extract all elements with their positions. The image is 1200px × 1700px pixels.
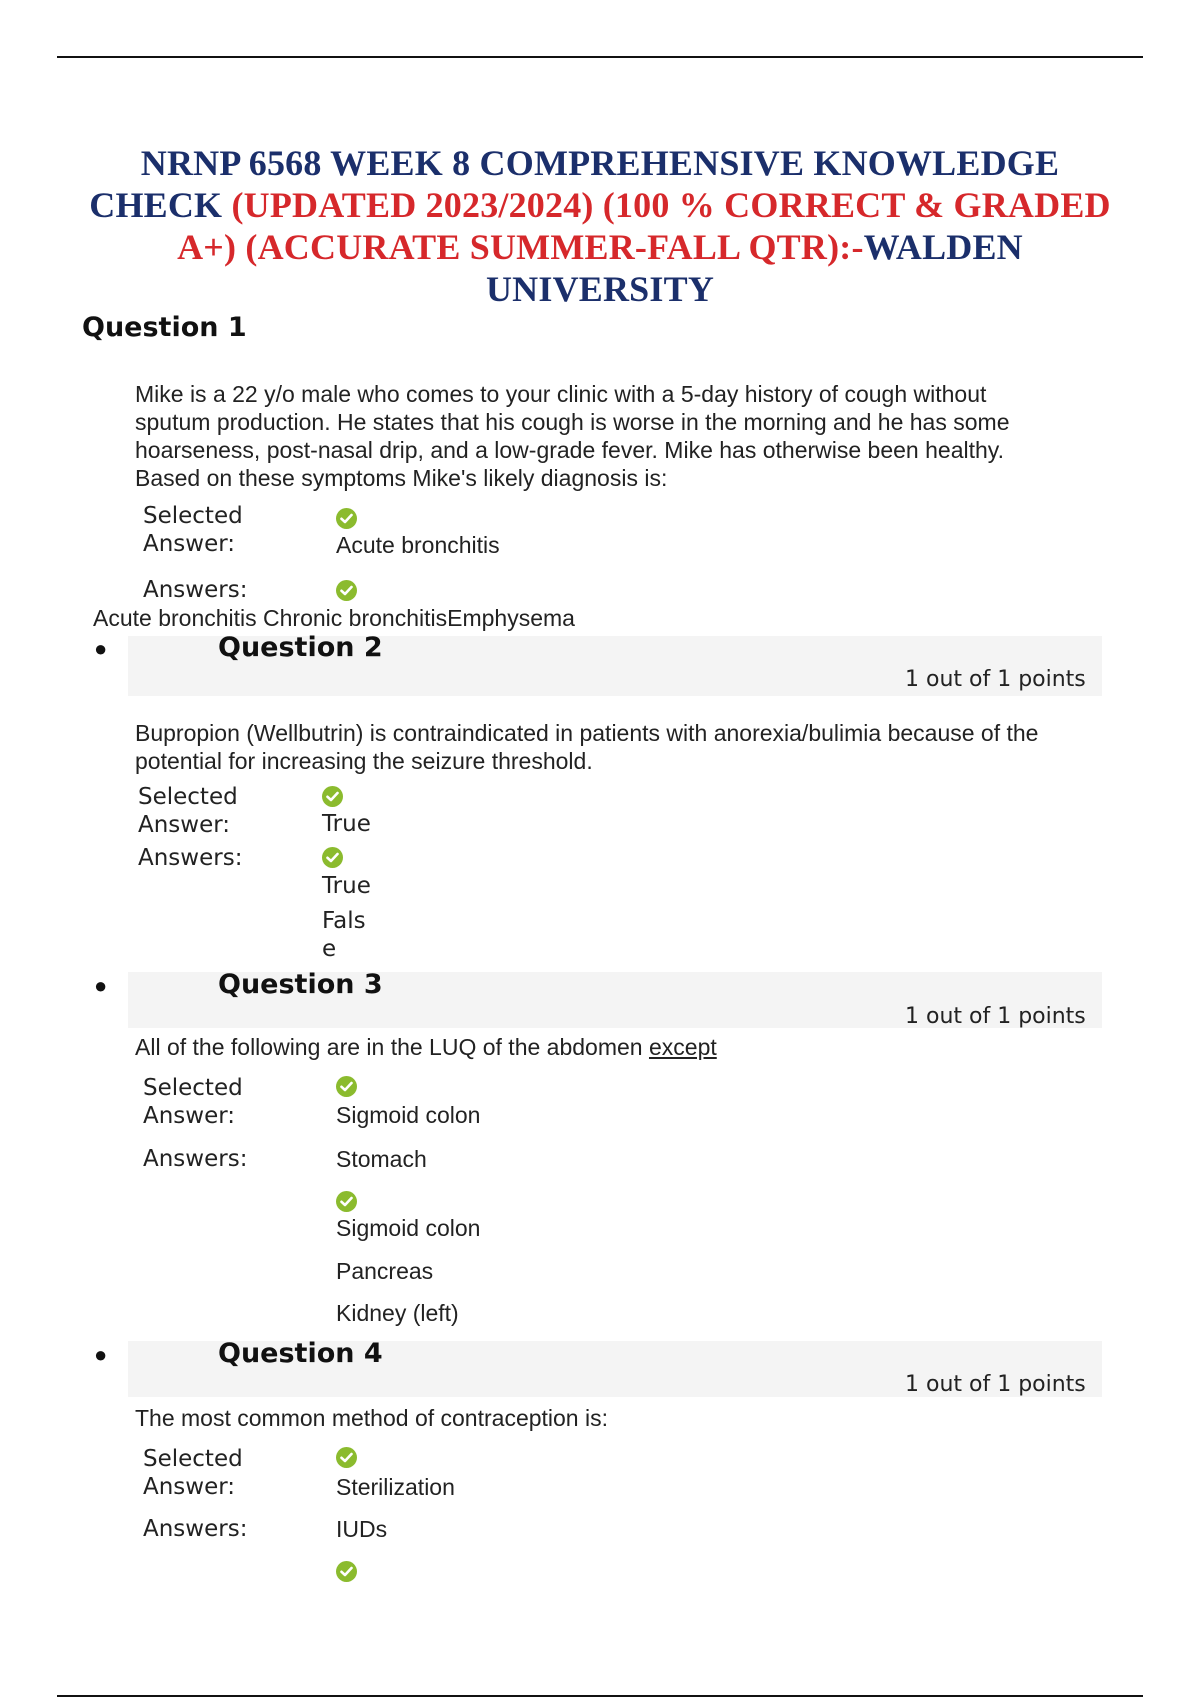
question-3-answer-option: Kidney (left) <box>336 1300 459 1326</box>
selected-answer-label <box>138 783 238 839</box>
selected-label-line2: Answer: <box>143 1474 236 1500</box>
question-2-selected-answer: True <box>322 811 371 837</box>
question-2-answer-option: Fals <box>322 908 366 934</box>
selected-label-line1: Selected <box>143 1446 243 1472</box>
selected-label-line2: Answer: <box>143 1103 236 1129</box>
document-title <box>70 142 1130 310</box>
check-circle-icon <box>336 508 357 529</box>
question-3-answer-option: Sigmoid colon <box>336 1215 481 1241</box>
question-2-points: 1 out of 1 points <box>905 667 1086 692</box>
question-1-text: Mike is a 22 y/o male who comes to your clinic with a 5-day history of cough without sputum production. He states that his cough is worse in the morning and he has some hoarseness, post-nasal drip, and a low-grade fever. Mike has otherwise been healthy. Based on these symptoms Mike's likely diagnosis is: <box>135 381 1010 491</box>
question-2-answer-option: e <box>322 936 337 962</box>
selected-label-line2: Answer: <box>138 812 231 838</box>
question-1-answers: Acute bronchitis Chronic bronchitisEmphysema <box>93 605 575 631</box>
selected-label-line1: Selected <box>138 784 238 810</box>
question-2-answer-option: True <box>322 873 371 899</box>
question-3-text-main: All of the following are in the LUQ of the abdomen <box>135 1034 649 1060</box>
selected-answer-label <box>143 502 243 558</box>
check-circle-icon <box>336 1191 357 1212</box>
check-circle-icon <box>336 1447 357 1468</box>
question-1-heading: Question 1 <box>82 312 247 343</box>
check-circle-icon <box>322 786 343 807</box>
question-3-selected-answer: Sigmoid colon <box>336 1102 481 1128</box>
question-2-text: Bupropion (Wellbutrin) is contraindicated in patients with anorexia/bulimia because of the potential for increasing the seizure threshold. <box>135 720 1039 774</box>
answers-label: Answers: <box>143 577 248 603</box>
selected-label-line1: Selected <box>143 1075 243 1101</box>
title-part-3: WALDEN UNIVERSITY <box>485 227 1023 309</box>
answers-label: Answers: <box>143 1146 248 1172</box>
check-circle-icon <box>336 1076 357 1097</box>
question-4-heading: Question 4 <box>218 1338 383 1369</box>
bullet-icon: ● <box>94 1342 108 1367</box>
selected-label-line2: Answer: <box>143 531 236 557</box>
question-4-points: 1 out of 1 points <box>905 1372 1086 1397</box>
check-circle-icon <box>336 580 357 601</box>
selected-label-line1: Selected <box>143 503 243 529</box>
answers-label: Answers: <box>138 845 243 871</box>
selected-answer-label <box>143 1074 243 1130</box>
question-1-selected-answer: Acute bronchitis <box>336 532 500 558</box>
question-3-text <box>135 1033 1065 1061</box>
bottom-rule <box>57 1695 1143 1697</box>
question-3-answer-option: Stomach <box>336 1146 427 1172</box>
question-4-selected-answer: Sterilization <box>336 1474 455 1500</box>
question-2-heading: Question 2 <box>218 632 383 663</box>
answers-label: Answers: <box>143 1516 248 1542</box>
title-part-1: NRNP 6568 WEEK 8 COMPREHENSIVE KNOWLEDGE CHECK <box>89 143 1060 225</box>
top-rule <box>57 56 1143 58</box>
bullet-icon: ● <box>94 973 108 998</box>
question-3-text-emphasis: except <box>648 1034 717 1060</box>
check-circle-icon <box>336 1561 357 1582</box>
question-3-points: 1 out of 1 points <box>905 1004 1086 1029</box>
bullet-icon: ● <box>94 636 108 661</box>
check-circle-icon <box>322 847 343 868</box>
title-part-2: (UPDATED 2023/2024) (100 % CORRECT & GRADED A+) (ACCURATE SUMMER-FALL QTR):- <box>177 185 1111 267</box>
question-4-text: The most common method of contraception is: <box>135 1405 608 1431</box>
selected-answer-label <box>143 1445 243 1501</box>
question-3-heading: Question 3 <box>218 969 383 1000</box>
question-4-answer-option: IUDs <box>336 1516 388 1542</box>
question-3-answer-option: Pancreas <box>336 1258 434 1284</box>
